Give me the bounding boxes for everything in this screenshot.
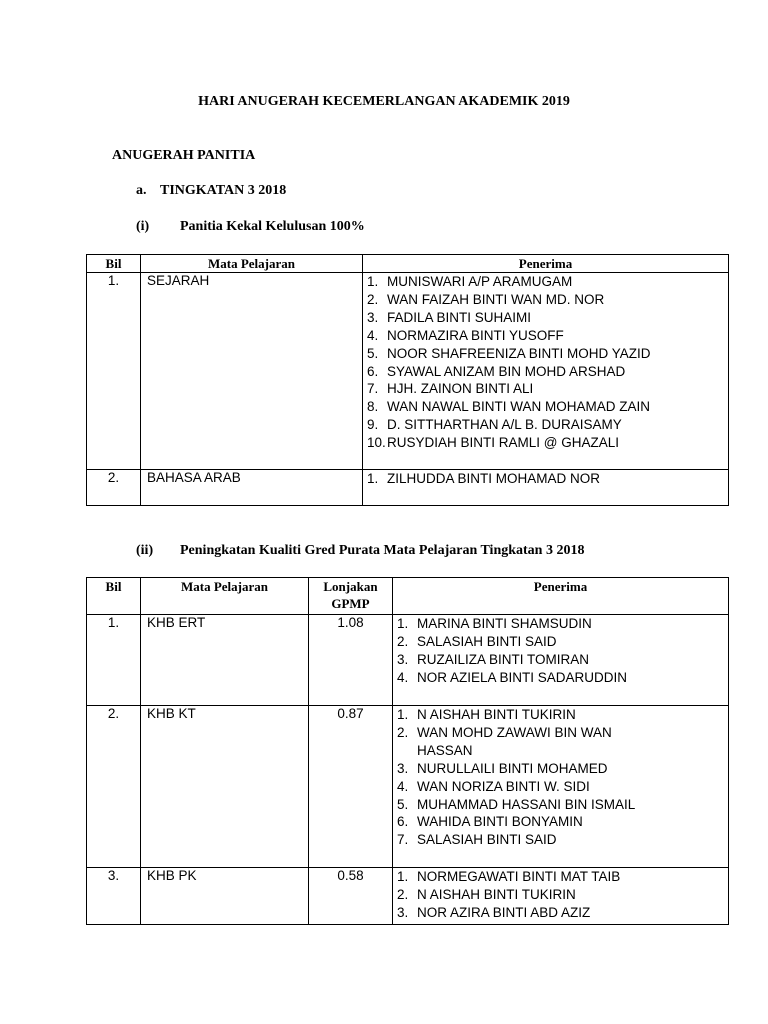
table-row [87,868,729,925]
row-subject: KHB PK [141,868,309,925]
table-row [87,706,729,868]
list-item: 7. SALASIAH BINTI SAID [397,832,557,848]
row-gpmp: 1.08 [309,615,393,706]
subsection-label: TINGKATAN 3 2018 [160,183,287,198]
list-item: 7. HJH. ZAINON BINTI ALI [367,381,534,397]
table-panitia-kekal [86,254,729,506]
col-header-recipients: Penerima [393,578,729,615]
list-item: 5. NOOR SHAFREENIZA BINTI MOHD YAZID [367,345,651,361]
list-item: 8. WAN NAWAL BINTI WAN MOHAMAD ZAIN [367,399,650,415]
row-recipients [363,470,729,506]
col-header-recipients: Penerima [363,255,729,273]
col-header-bil: Bil [87,578,141,615]
row-bil: 2. [87,470,141,506]
list-item: 4. NOR AZIELA BINTI SADARUDDIN [397,669,628,685]
list-item: 4. WAN NORIZA BINTI W. SIDI [397,778,590,794]
row-recipients [393,706,729,868]
list-item: 5. MUHAMMAD HASSANI BIN ISMAIL [397,796,636,812]
list-item: 4. NORMAZIRA BINTI YUSOFF [367,327,564,343]
part2-heading-text: Peningkatan Kualiti Gred Purata Mata Pelajaran Tingkatan 3 2018 [180,543,585,558]
list-item: 3. FADILA BINTI SUHAIMI [367,309,532,325]
row-subject: BAHASA ARAB [141,470,363,506]
list-item: 9. D. SITTHARTHAN A/L B. DURAISAMY [367,417,622,433]
list-item: 3. NURULLAILI BINTI MOHAMED [397,760,608,776]
list-item: 2. N AISHAH BINTI TUKIRIN [397,886,576,902]
section-title: ANUGERAH PANITIA [112,148,256,163]
list-item: 1. ZILHUDDA BINTI MOHAMAD NOR [367,471,601,486]
list-item: 3. RUZAILIZA BINTI TOMIRAN [397,651,590,667]
col-header-bil: Bil [87,255,141,273]
subsection-marker: a. [136,183,147,198]
row-bil: 1. [87,273,141,470]
row-subject: KHB ERT [141,615,309,706]
table-row [87,273,729,470]
row-recipients [393,868,729,925]
table-row [87,615,729,706]
part2-marker: (ii) [136,543,154,558]
part1-heading-text: Panitia Kekal Kelulusan 100% [180,219,365,234]
list-item: 1. NORMEGAWATI BINTI MAT TAIB [397,869,621,884]
list-item: 1. MUNISWARI A/P ARAMUGAM [367,274,573,289]
row-recipients [393,615,729,706]
row-bil: 3. [87,868,141,925]
row-recipients [363,273,729,470]
row-subject: KHB KT [141,706,309,868]
row-bil: 1. [87,615,141,706]
row-gpmp: 0.87 [309,706,393,868]
table-row [87,470,729,506]
list-item: 2. WAN FAIZAH BINTI WAN MD. NOR [367,291,605,307]
list-item: 2. WAN MOHD ZAWAWI BIN WAN HASSAN [397,724,612,758]
list-item: 3. NOR AZIRA BINTI ABD AZIZ [397,904,591,920]
row-subject: SEJARAH [141,273,363,470]
col-header-gpmp: Lonjakan GPMP [309,578,393,615]
list-item: 1. N AISHAH BINTI TUKIRIN [397,707,576,722]
page-title: HARI ANUGERAH KECEMERLANGAN AKADEMIK 2019 [198,94,570,109]
row-bil: 2. [87,706,141,868]
part1-marker: (i) [136,219,150,234]
subsection-heading [136,183,286,199]
list-item: 2. SALASIAH BINTI SAID [397,633,557,649]
table-peningkatan-gpmp [86,577,729,925]
list-item: 6. SYAWAL ANIZAM BIN MOHD ARSHAD [367,363,626,379]
col-header-subject: Mata Pelajaran [141,255,363,273]
list-item: 1. MARINA BINTI SHAMSUDIN [397,616,592,631]
col-header-subject: Mata Pelajaran [141,578,309,615]
row-gpmp: 0.58 [309,868,393,925]
list-item: 6. WAHIDA BINTI BONYAMIN [397,814,583,830]
list-item: 10. RUSYDIAH BINTI RAMLI @ GHAZALI [367,435,619,451]
